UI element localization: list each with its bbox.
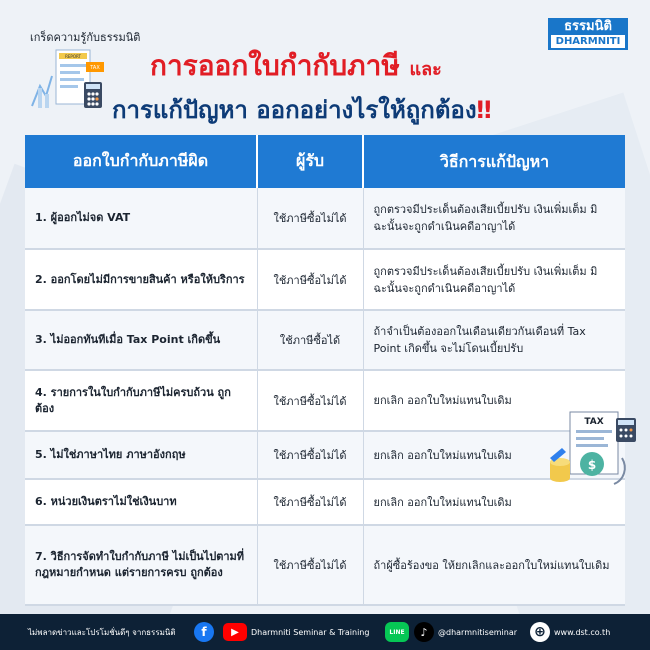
row-issue: 1. ผู้ออกไม่จด VAT: [35, 211, 131, 224]
row-fix: ถ้าจำเป็นต้องออกในเดือนเดียวกันเดือนที่ Tax Point เกิดขึ้น จะไม่โดนเบี้ยปรับ: [363, 310, 625, 370]
facebook-icon: f: [194, 622, 214, 642]
row-issue: 6. หน่วยเงินตราไม่ใช่เงินบาท: [35, 495, 177, 508]
row-fix: ยกเลิก ออกใบใหม่แทนใบเดิม: [363, 479, 625, 525]
tax-document-illustration-icon: [548, 408, 640, 488]
row-receiver: ใช้ภาษีซื้อไม่ได้: [257, 370, 363, 431]
logo-thai: ธรรมนิติ: [564, 19, 612, 34]
table-row: [25, 188, 625, 249]
svg-text:$: $: [587, 458, 597, 472]
row-receiver: ใช้ภาษีซื้อไม่ได้: [257, 188, 363, 249]
table-header-row: [25, 135, 625, 188]
footer-tiktok: @dharmnitiseminar: [438, 627, 518, 637]
header-receiver: ผู้รับ: [257, 135, 363, 188]
row-fix: ถูกตรวจมีประเด็นต้องเสียเบี้ยปรับ เงินเพิ่มเต็ม มิฉะนั้นจะถูกดำเนินคดีอาญาได้: [363, 188, 625, 249]
row-receiver: ใช้ภาษีซื้อไม่ได้: [257, 431, 363, 479]
row-issue: 7. วิธีการจัดทำใบกำกับภาษี ไม่เป็นไปตามที่กฎหมายกำหนด แต่รายการครบ ถูกต้อง: [35, 550, 245, 579]
kicker-text: เกร็ดความรู้กับธรรมนิติ: [30, 31, 141, 44]
row-fix: ถ้าผู้ซื้อร้องขอ ให้ยกเลิกและออกใบใหม่แทนใบเดิม: [363, 525, 625, 605]
table-row: [25, 525, 625, 605]
title-subtitle: การแก้ปัญหา ออกอย่างไรให้ถูกต้อง: [112, 96, 477, 124]
website-link[interactable]: [530, 614, 610, 650]
row-fix: ยกเลิก ออกใบใหม่แทนใบเดิม: [363, 370, 625, 431]
logo-english: DHARMNITI: [551, 35, 625, 48]
title-line-1: [150, 44, 550, 88]
tax-report-illustration-icon: [28, 46, 108, 126]
row-issue: 2. ออกโดยไม่มีการขายสินค้า หรือให้บริการ: [35, 272, 245, 286]
double-exclamation-icon: ‼: [476, 96, 492, 124]
table-row: [25, 431, 625, 479]
table-row: [25, 310, 625, 370]
row-issue: 5. ไม่ใช่ภาษาไทย ภาษาอังกฤษ: [35, 448, 186, 461]
title-main: การออกใบกำกับภาษี: [150, 49, 400, 82]
row-receiver: ใช้ภาษีซื้อไม่ได้: [257, 249, 363, 310]
tax-doc-label: TAX: [584, 417, 604, 427]
facebook-link[interactable]: [194, 614, 218, 650]
table-row: [25, 479, 625, 525]
table-row: [25, 370, 625, 431]
row-receiver: ใช้ภาษีซื้อไม่ได้: [257, 525, 363, 605]
line-icon: LINE: [385, 622, 409, 642]
tiktok-link[interactable]: [414, 614, 517, 650]
footer-bar: [0, 614, 650, 650]
report-label: REPORT: [65, 54, 81, 59]
title-line-2: [112, 90, 612, 129]
row-receiver: ใช้ภาษีซื้อไม่ได้: [257, 479, 363, 525]
line-link[interactable]: [385, 614, 413, 650]
row-fix: ถูกตรวจมีประเด็นต้องเสียเบี้ยปรับ เงินเพิ่มเต็ม มิฉะนั้นจะถูกดำเนินคดีอาญาได้: [363, 249, 625, 310]
header-issue: ออกใบกำกับภาษีผิด: [25, 135, 257, 188]
row-issue: 3. ไม่ออกทันทีเมื่อ Tax Point เกิดขึ้น: [35, 333, 221, 346]
footer-channel: Dharmniti Seminar & Training: [251, 627, 370, 637]
dharmniti-logo: [548, 18, 628, 50]
footer-website: www.dst.co.th: [554, 627, 611, 637]
header-fix: วิธีการแก้ปัญหา: [439, 152, 550, 171]
table-row: [25, 249, 625, 310]
tax-invoice-table: [25, 135, 625, 606]
tiktok-icon: ♪: [414, 622, 434, 642]
youtube-icon: ▶: [223, 623, 247, 641]
row-issue: 4. รายการในใบกำกับภาษีไม่ครบถ้วน ถูกต้อง: [35, 385, 231, 415]
row-fix: ยกเลิก ออกใบใหม่แทนใบเดิม: [363, 431, 625, 479]
tax-tag-label: TAX: [90, 65, 100, 71]
youtube-link[interactable]: [223, 614, 369, 650]
title-and: และ: [409, 59, 442, 80]
footer-tagline: ไม่พลาดข่าวและโปรโมชั่นดีๆ จากธรรมนิติ: [28, 627, 176, 637]
row-receiver: ใช้ภาษีซื้อได้: [257, 310, 363, 370]
globe-icon: ⊕: [530, 622, 550, 642]
